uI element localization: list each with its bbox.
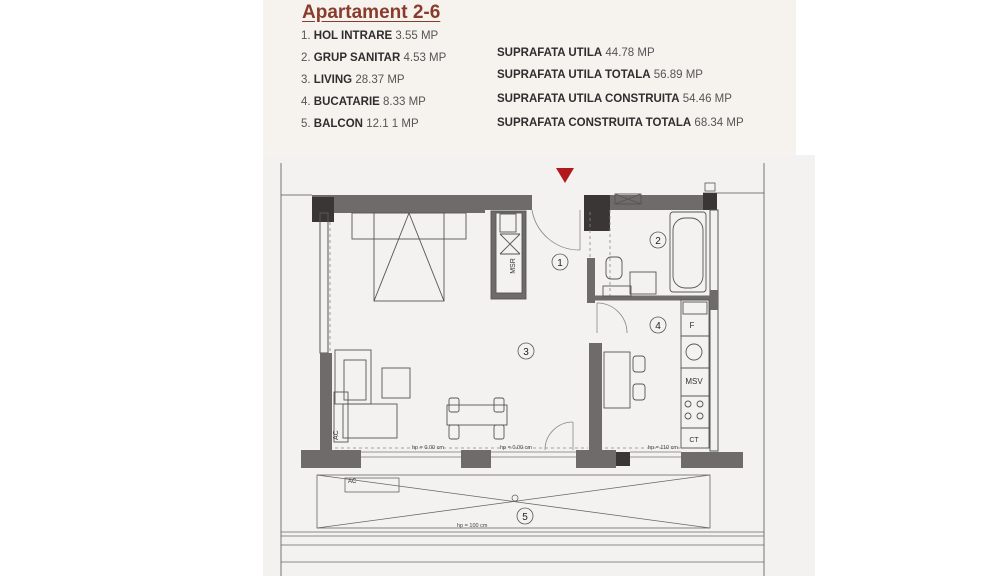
entry-closet [491, 211, 526, 299]
exhaust-icon [705, 183, 715, 191]
wall-right [710, 210, 718, 451]
room-name: LIVING [313, 74, 353, 86]
room-marker-3-label: 3 [523, 347, 529, 358]
window-left-wall [320, 213, 328, 353]
doors [532, 210, 627, 450]
room-marker-5-label: 5 [522, 512, 528, 523]
boiler-label: CT [689, 437, 699, 444]
room-name: BUCATARIE [313, 96, 380, 108]
living-furniture [334, 350, 507, 442]
wall-bottom-right [681, 452, 743, 468]
wall-top-left [312, 195, 485, 213]
column-top-right [703, 193, 717, 210]
sill-label-living-right: hp = 0.00 cm [500, 445, 532, 451]
room-number: 2. [301, 52, 311, 64]
column-top-left [312, 197, 334, 222]
bathtub-basin [673, 218, 703, 288]
chair [449, 425, 459, 439]
bath-sink [630, 272, 656, 294]
entrance-marker-icon [556, 168, 574, 183]
room-area: 3.55 MP [395, 30, 439, 42]
room-name: GRUP SANITAR [313, 52, 401, 64]
wall-bottom-kitchen [576, 450, 616, 468]
summary-name: SUPRAFATA CONSTRUITA TOTALA [497, 117, 692, 129]
room-number: 1. [301, 30, 311, 42]
kitchen-sink [686, 344, 702, 360]
chair [633, 356, 645, 372]
fridge-label: F [689, 321, 695, 330]
kitchen-counter [681, 300, 709, 448]
summary-name: SUPRAFATA UTILA [497, 47, 603, 59]
bottom-windows [361, 452, 681, 457]
wall-bath-partition [587, 258, 595, 303]
summary-area: 44.78 MP [605, 47, 655, 59]
sill-label-kitchen: hp = 110 cm [648, 445, 679, 451]
coffee-table [382, 368, 410, 398]
ac-balcony-label: AC [348, 479, 357, 485]
sill-label-living-left: hp = 0.00 cm [412, 445, 444, 451]
ac-living-label: AC [333, 430, 340, 440]
bed-furniture [352, 213, 466, 301]
wall-top-hol [485, 195, 532, 210]
wall-kitchen-partition [589, 343, 602, 451]
chair [633, 384, 645, 400]
room-number: 5. [301, 118, 311, 130]
kitchen-vent [683, 302, 707, 314]
room-area: 4.53 MP [403, 52, 447, 64]
stove-burner [697, 413, 703, 419]
wall-bottom-left [301, 450, 361, 468]
room-marker-2-label: 2 [655, 236, 661, 247]
balcony-door-swing [545, 422, 573, 450]
chair [494, 425, 504, 439]
bathtub [670, 212, 706, 292]
wall-left-lower [320, 353, 332, 451]
summary-name: SUPRAFATA UTILA TOTALA [497, 69, 651, 81]
stove-burner [685, 413, 691, 419]
room-area: 12.1 1 MP [366, 118, 419, 130]
armchair-cushion [344, 360, 366, 400]
room-name: BALCON [313, 118, 363, 130]
entry-door-swing [532, 210, 580, 250]
sofa [343, 404, 397, 438]
toilet [606, 257, 622, 279]
summary-area: 54.46 MP [682, 93, 732, 105]
room-number: 3. [301, 74, 311, 86]
msr-label: MSR [510, 258, 517, 274]
summary-name: SUPRAFATA UTILA CONSTRUITA [497, 93, 680, 105]
bath-cabinet [603, 286, 631, 296]
bed [374, 213, 444, 301]
kitchen-door-swing [597, 303, 627, 333]
room-number: 4. [301, 96, 311, 108]
room-area: 28.37 MP [355, 74, 405, 86]
room-name: HOL INTRARE [313, 30, 393, 42]
summary-area: 68.34 MP [694, 117, 744, 129]
sill-label-balcony: hp = 100 cm [457, 523, 488, 529]
room-marker-1-label: 1 [557, 258, 563, 269]
stove-burner [697, 401, 703, 407]
bed-headboard [352, 213, 466, 239]
dining-table [447, 405, 507, 425]
wall-bottom-mid [461, 450, 491, 468]
kitchen-table [604, 352, 630, 408]
apartment-title: Apartament 2-6 [302, 2, 441, 23]
column-bottom [616, 452, 630, 466]
dishwasher-label: MSV [685, 377, 703, 386]
column-top-center [584, 195, 610, 231]
room-marker-4-label: 4 [655, 321, 661, 332]
room-area: 8.33 MP [383, 96, 426, 108]
summary-area: 56.89 MP [653, 69, 703, 81]
balcony-drain-icon [512, 495, 518, 501]
stove-burner [685, 401, 691, 407]
